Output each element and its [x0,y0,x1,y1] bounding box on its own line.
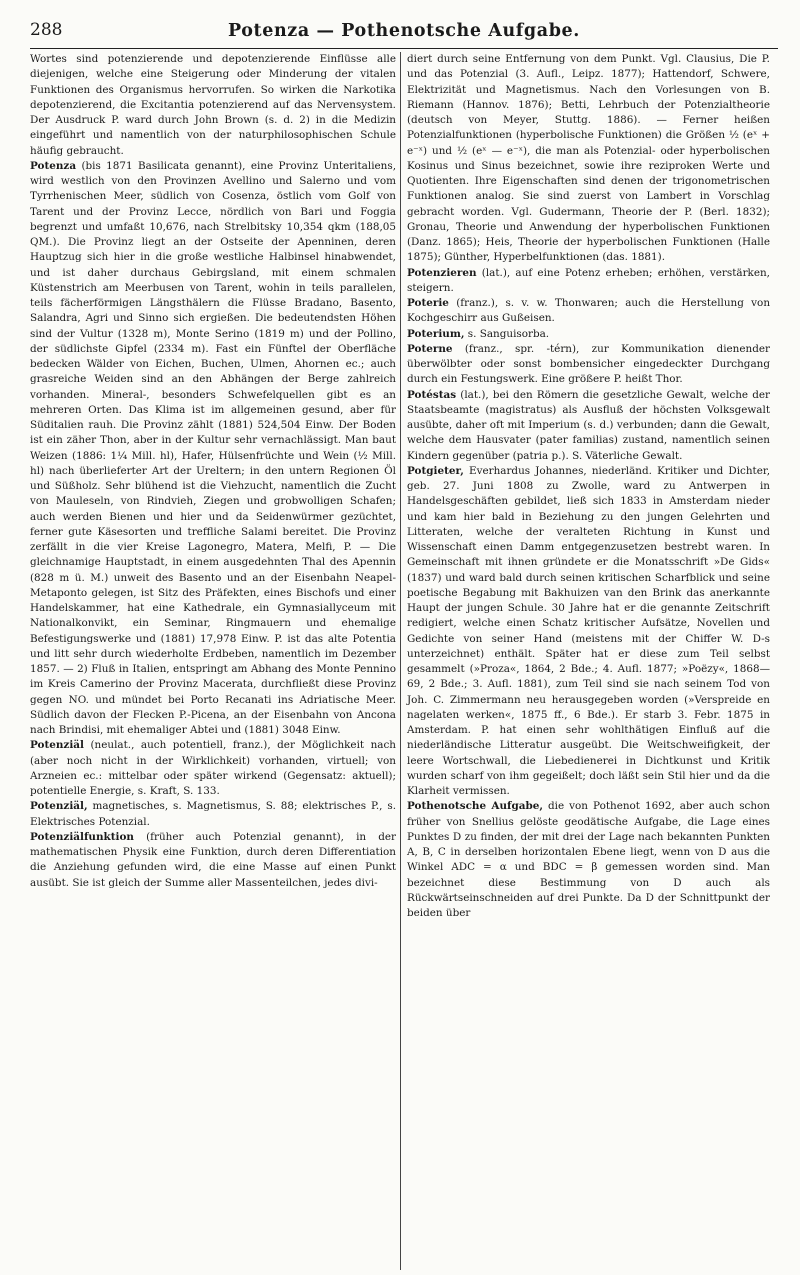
entry-text: die von Pothenot 1692, aber auch schon früher von Snellius gelöste geodätische Aufgabe, die Lage eines Punktes D zu finden, der mit drei der Lage nach bekannten Punkten A, B, C in derselben horizontalen Ebene liegt, wenn von D aus die Winkel ADC = α und BDC = β gemessen worden sind. Man bezeichnet diese Bestimmung von D auch als Rückwärtseinschneiden auf drei Punkte. Da D der Schnittpunkt der beiden über [407,800,770,919]
entry-headword: Potéstas [407,388,457,401]
entry-headword: Pothenotsche Aufgabe, [407,800,543,813]
entry-potenzialfunktion [30,830,396,891]
entry-continuation: Wortes sind potenzierende und depotenzierende Einflüsse alle diejenigen, welche eine Steigerung oder Minderung der vitalen Funktionen des Organismus hervorrufen. So wirken die Narkotika depotenzierend, die Excitantia potenzierend auf das Nervensystem. Der Ausdruck P. ward durch John Brown (s. d. 2) in die Medizin eingeführt und namentlich von der naturphilosophischen Schule häufig gebraucht. [30,53,396,157]
entry-headword: Poterne [407,342,453,355]
entry-headword: Potenziäl [30,739,84,752]
entry-poterium [407,327,770,342]
entry-text: (lat.), bei den Römern die gesetzliche Gewalt, welche der Staatsbeamte (magistratus) als Ausfluß der höchsten Volksgewalt ausübte, daher oft mit Imperium (s. d.) verbunden; dann die Gewalt, welche dem Hausvater (pater familias) zustand, namentlich seinen Kindern gegenüber (patria p.). S. Väterliche Gewalt. [407,388,770,462]
entry-text: Everhardus Johannes, niederländ. Kritiker und Dichter, geb. 27. Juni 1808 zu Zwolle, ward zu Antwerpen in Handelsgeschäften gebildet, ließ sich 1833 in Amsterdam nieder und kam hier bald in Beziehung zu den jungen Gelehrten und Litteraten, welche der veralteten Richtung in Kunst und Wissenschaft einen Damm entgegenzusetzen bestrebt waren. In Gemeinschaft mit ihnen gründete er die Monatsschrift »De Gids« (1837) und ward bald durch seinen kritischen Scharfblick und seine poetische Begabung mit Bakhuizen van den Brink das anerkannte Haupt der jungen Schule. 30 Jahre hat er die genannte Zeitschrift redigiert, welche einen Schatz kritischer Aufsätze, Novellen und Gedichte von seiner Hand (meistens mit der Chiffer W. D-s unterzeichnet) enthält. Später hat er diese zum Teil selbst gesammelt (»Proza«, 1864, 2 Bde.; 4. Aufl. 1877; »Poëzy«, 1868—69, 2 Bde.; 3. Aufl. 1881), zum Teil sind sie nach seinem Tod von Joh. C. Zimmermann neu herausgegeben worden (»Verspreide en nagelaten werken«, 1875 ff., 6 Bde.). Er starb 3. Febr. 1875 in Amsterdam. P. hat einen sehr wohlthätigen Einfluß auf die niederländische Litteratur ausgeübt. Die Weitschweifigkeit, der leere Wortschwall, die Liebedienerei in Dichtkunst und Kritik wurden scharf von ihm gegeißelt; doch läßt sein Stil hier und da die Klarheit vermissen. [407,464,770,797]
entry-headword: Poterium, [407,327,465,340]
entry-pothenotsche-aufgabe [407,799,770,921]
entry-potgieter [407,464,770,800]
entry-headword: Potenziäl, [30,800,88,813]
entry-text: (früher auch Potenzial genannt), in der mathematischen Physik eine Funktion, durch deren Differentiation die Anziehung gefunden wird, die eine Masse auf einen Punkt ausübt. Sie ist gleich der Summe aller Massenteilchen, jedes divi- [30,830,396,889]
entry-text: (neulat., auch potentiell, franz.), der Möglichkeit nach (aber noch nicht in der Wirklichkeit) vorhanden, virtuell; von Arzneien ec.: mittelbar oder später wirkend (Gegensatz: aktuell); potentielle Energie, s. Kraft, S. 133. [30,739,396,797]
entry-text: (franz., spr. -térn), zur Kommunikation dienender überwölbter oder sonst bombensicher eingedeckter Durchgang durch ein Festungswerk. Eine größere P. heißt Thor. [407,342,770,386]
right-column [400,52,770,1270]
entry-text: magnetisches, s. Magnetismus, S. 88; elektrisches P., s. Elektrisches Potenzial. [30,800,396,828]
entry-headword: Potgieter, [407,464,464,477]
running-title: Potenza — Pothenotsche Aufgabe. [228,21,580,41]
entry-text: (lat.), auf eine Potenz erheben; erhöhen, verstärken, steigern. [407,266,770,294]
entry-headword: Potenzieren [407,266,477,279]
entry-text: s. Sanguisorba. [467,327,550,340]
entry-potestas [407,388,770,464]
entry-potenza [30,159,396,739]
entry-potenzieren [407,266,770,297]
entry-potenzial-1 [30,738,396,799]
page-header [30,14,778,49]
entry-poterne [407,342,770,388]
entry-text: (bis 1871 Basilicata genannt), eine Provinz Unteritaliens, wird westlich von den Provinzen Avellino und Salerno und vom Tyrrhenischen Meer, südlich von Cosenza, östlich vom Golf von Tarent und der Provinz Lecce, nördlich von Bari und Foggia begrenzt und umfaßt 10,676, nach Strelbitsky 10,354 qkm (188,05 QM.). Die Provinz liegt an der Ostseite der Apenninen, deren Hauptzug sich hier in die große westliche Halbinsel hinabwendet, und ist daher durchaus Gebirgsland, mit einem schmalen Küstenstrich am Meerbusen von Tarent, wohin in teils parallelen, teils fächerförmigen Längsthälern die Flüsse Bradano, Basento, Salandra, Agri und Sinno sich ergießen. Die bedeutendsten Höhen sind der Vultur (1328 m), Monte Serino (1819 m) und der Pollino, der südlichste Gipfel (2334 m). Fast ein Fünftel der Oberfläche bedecken Wälder von Eichen, Buchen, Ulmen, Ahornen ec.; auch grasreiche Weiden sind an den Abhängen der Berge zahlreich vorhanden. Mineral-, besonders Schwefelquellen gibt es an mehreren Orten. Das Klima ist im allgemeinen gesund, aber für Süditalien rauh. Die Provinz zählt (1881) 524,504 Einw. Der Boden ist ein zäher Thon, aber in der Kultur sehr vernachlässigt. Man baut Weizen (1886: 1¼ Mill. hl), Hafer, Hülsenfrüchte und Wein (½ Mill. hl) nach überlieferter Art der Ureltern; in den untern Regionen Öl und Süßholz. Sehr blühend ist die Viehzucht, namentlich die Zucht von Mauleseln, von Rindvieh, Ziegen und grobwolligen Schafen; auch werden Bienen und hier und da Seidenwürmer gezüchtet, ferner gute Käsesorten und treffliche Salami bereitet. Die Provinz zerfällt in die vier Kreise Lagonegro, Matera, Melfi, P. — Die gleichnamige Hauptstadt, in einem ausgedehnten Thal des Apennin (828 m ü. M.) unweit des Basento und an der Eisenbahn Neapel-Metaponto gelegen, ist Sitz des Präfekten, eines Bischofs und einer Handelskammer, hat eine Kathedrale, ein Gymnasiallyceum mit Nationalkonvikt, ein Seminar, Ringmauern und ehemalige Befestigungswerke und (1881) 17,978 Einw. P. ist das alte Potentia und litt sehr durch wiederholte Erdbeben, namentlich im Dezember 1857. — 2) Fluß in Italien, entspringt am Abhang des Monte Pennino im Kreis Camerino der Provinz Macerata, durchfließt diese Provinz gegen NO. und mündet bei Porto Recanati ins Adriatische Meer. Südlich davon der Flecken P.-Picena, an der Eisenbahn von Ancona nach Brindisi, mit ehemaliger Abtei und (1881) 3048 Einw. [30,159,397,736]
text-columns [30,52,778,1270]
entry-headword: Poterie [407,297,449,309]
page-number: 288 [30,20,63,40]
entry-text: (franz.), s. v. w. Thonwaren; auch die Herstellung von Kochgeschirr aus Gußeisen. [407,297,770,325]
entry-potenzial-2 [30,799,396,830]
left-column [30,52,400,1270]
entry-headword: Potenziälfunktion [30,830,134,843]
entry-headword: Potenza [30,159,77,172]
entry-poterie [407,296,770,327]
entry-continuation: diert durch seine Entfernung von dem Punkt. Vgl. Clausius, Die P. und das Potenzial (3. Aufl., Leipz. 1877); Hattendorf, Schwere, Elektrizität und Magnetismus. Nach den Vorlesungen von B. Riemann (Hannov. 1876); Betti, Lehrbuch der Potenzialtheorie (deutsch von Meyer, Stuttg. 1886). — Ferner heißen Potenzialfunktionen (hyperbolische Funktionen) die Größen ½ (eˣ + e⁻ˣ) und ½ (eˣ — e⁻ˣ), die man als Potenzial- oder hyperbolischen Kosinus und Sinus bezeichnet, sowie ihre reziproken Werte und Quotienten. Ihre Eigenschaften sind denen der trigonometrischen Funktionen analog. Sie sind zuerst von Lambert in Vorschlag gebracht worden. Vgl. Gudermann, Theorie der P. (Berl. 1832); Gronau, Theorie und Anwendung der hyperbolischen Funktionen (Danz. 1865); Heis, Theorie der hyperbolischen Funktionen (Halle 1875); Günther, Hyperbelfunktionen (das. 1881). [407,53,770,264]
